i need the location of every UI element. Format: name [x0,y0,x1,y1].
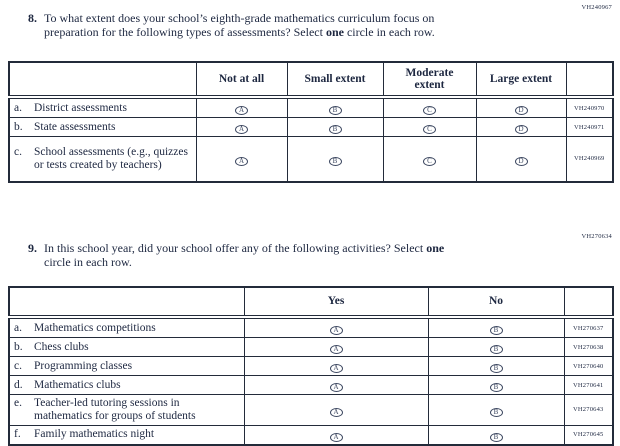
option-cell [287,118,383,137]
question-8-accession-code: VH240967 [581,4,612,11]
option-cell [383,97,476,118]
answer-bubble-not-at-all[interactable]: A [235,106,248,115]
q9-header-yes: Yes [244,287,428,317]
option-cell [428,425,564,445]
option-cell [244,338,428,357]
row-letter: a. [14,321,22,334]
option-cell [244,357,428,376]
answer-bubble-large-extent[interactable]: D [515,157,528,166]
answer-bubble-yes[interactable]: A [330,326,343,335]
item-code: VH240969 [566,137,613,182]
row-letter: c. [14,145,22,158]
item-code: VH270638 [564,338,613,357]
row-letter: b. [14,340,23,353]
question-9-number: 9. [28,241,37,255]
table-row-state-assessments [9,118,613,137]
item-code: VH270641 [564,376,613,395]
question-8-number: 8. [28,11,37,25]
item-code: VH270640 [564,357,613,376]
answer-bubble-moderate-extent[interactable]: C [423,125,436,134]
question-9 [28,242,554,269]
row-letter: f. [14,428,21,441]
table-row-mathematics-competitions [9,317,613,338]
row-letter: a. [14,101,22,114]
row-label-cell [9,137,196,182]
answer-bubble-moderate-extent[interactable]: C [423,106,436,115]
q8-header-row [9,62,613,97]
q8-header-moderate-extent [383,62,476,97]
answer-bubble-yes[interactable]: A [330,433,343,442]
q8-header-not-at-all: Not at all [196,62,287,97]
option-cell [196,118,287,137]
option-cell [476,97,566,118]
answer-bubble-yes[interactable]: A [330,345,343,354]
answer-bubble-yes[interactable]: A [330,383,343,392]
option-cell [476,118,566,137]
option-cell [428,395,564,426]
item-code: VH270637 [564,317,613,338]
answer-bubble-not-at-all[interactable]: A [235,157,248,166]
row-label: Mathematics competitions [34,321,156,334]
option-cell [287,97,383,118]
answer-bubble-no[interactable]: B [490,408,503,417]
row-label: Teacher-led tutoring sessions in mathematics for groups of students [34,397,196,422]
answer-bubble-yes[interactable]: A [330,364,343,373]
row-label-cell [9,357,244,376]
question-9-prompt-bold-word: one [426,241,445,255]
option-cell [428,317,564,338]
option-cell [383,137,476,182]
answer-bubble-large-extent[interactable]: D [515,125,528,134]
question-9-prompt [44,242,444,269]
answer-bubble-small-extent[interactable]: B [329,157,342,166]
option-cell [428,376,564,395]
question-8-prompt-line1: To what extent does your school’s eighth-grade mathematics curriculum focus on [44,11,435,25]
q9-header-empty [9,287,244,317]
option-cell [428,357,564,376]
question-8-prompt [44,12,435,39]
answer-bubble-yes[interactable]: A [330,408,343,417]
row-label: District assessments [34,101,127,114]
row-letter: c. [14,359,22,372]
question-8-table [8,61,614,183]
row-label-cell [9,425,244,445]
table-row-teacher-led-tutoring [9,395,613,426]
option-cell [244,317,428,338]
answer-bubble-not-at-all[interactable]: A [235,125,248,134]
q8-header-large-extent: Large extent [476,62,566,97]
q9-header-row [9,287,613,317]
q8-header-code-empty [566,62,613,97]
row-label-cell [9,317,244,338]
row-label: Family mathematics night [34,428,155,441]
question-9-prompt-line2: circle in each row. [44,254,132,269]
question-9-accession-code: VH270634 [581,233,612,240]
row-letter: b. [14,120,23,133]
answer-bubble-no[interactable]: B [490,433,503,442]
row-label: Mathematics clubs [34,378,121,391]
item-code: VH270643 [564,395,613,426]
answer-bubble-small-extent[interactable]: B [329,106,342,115]
answer-bubble-no[interactable]: B [490,326,503,335]
row-label-cell [9,97,196,118]
table-row-chess-clubs [9,338,613,357]
item-code: VH240970 [566,97,613,118]
question-8 [28,12,554,39]
row-label: State assessments [34,120,116,133]
question-9-prompt-line1: In this school year, did your school offer any of the following activities? Select [44,241,427,255]
q8-header-empty [9,62,196,97]
q9-header-code-empty [564,287,613,317]
row-label-cell [9,376,244,395]
question-8-prompt-line2: preparation for the following types of assessments? Select [44,24,326,39]
table-row-family-mathematics-night [9,425,613,445]
question-8-prompt-bold-word: one [325,24,344,39]
answer-bubble-no[interactable]: B [490,383,503,392]
row-label-cell [9,118,196,137]
item-code: VH270645 [564,425,613,445]
row-label: Programming classes [34,359,133,372]
option-cell [428,338,564,357]
option-cell [383,118,476,137]
row-letter: e. [14,397,22,409]
option-cell [244,376,428,395]
answer-bubble-large-extent[interactable]: D [515,106,528,115]
question-9-table [8,286,614,446]
row-label-cell [9,395,244,426]
option-cell [244,425,428,445]
item-code: VH240971 [566,118,613,137]
row-letter: d. [14,378,23,391]
option-cell [196,97,287,118]
answer-bubble-small-extent[interactable]: B [329,125,342,134]
q8-header-moderate-extent-label: Moderate extent [405,66,454,91]
answer-bubble-no[interactable]: B [490,364,503,373]
table-row-district-assessments [9,97,613,118]
option-cell [196,137,287,182]
answer-bubble-no[interactable]: B [490,345,503,354]
option-cell [287,137,383,182]
row-label: School assessments (e.g., quizzes or tests created by teachers) [34,145,188,171]
answer-bubble-moderate-extent[interactable]: C [423,157,436,166]
q8-header-small-extent: Small extent [287,62,383,97]
option-cell [244,395,428,426]
row-label: Chess clubs [34,340,89,353]
table-row-programming-classes [9,357,613,376]
question-8-prompt-line2-end: circle in each row. [343,24,435,39]
q9-header-no: No [428,287,564,317]
table-row-school-assessments [9,137,613,182]
row-label-cell [9,338,244,357]
table-row-mathematics-clubs [9,376,613,395]
option-cell [476,137,566,182]
